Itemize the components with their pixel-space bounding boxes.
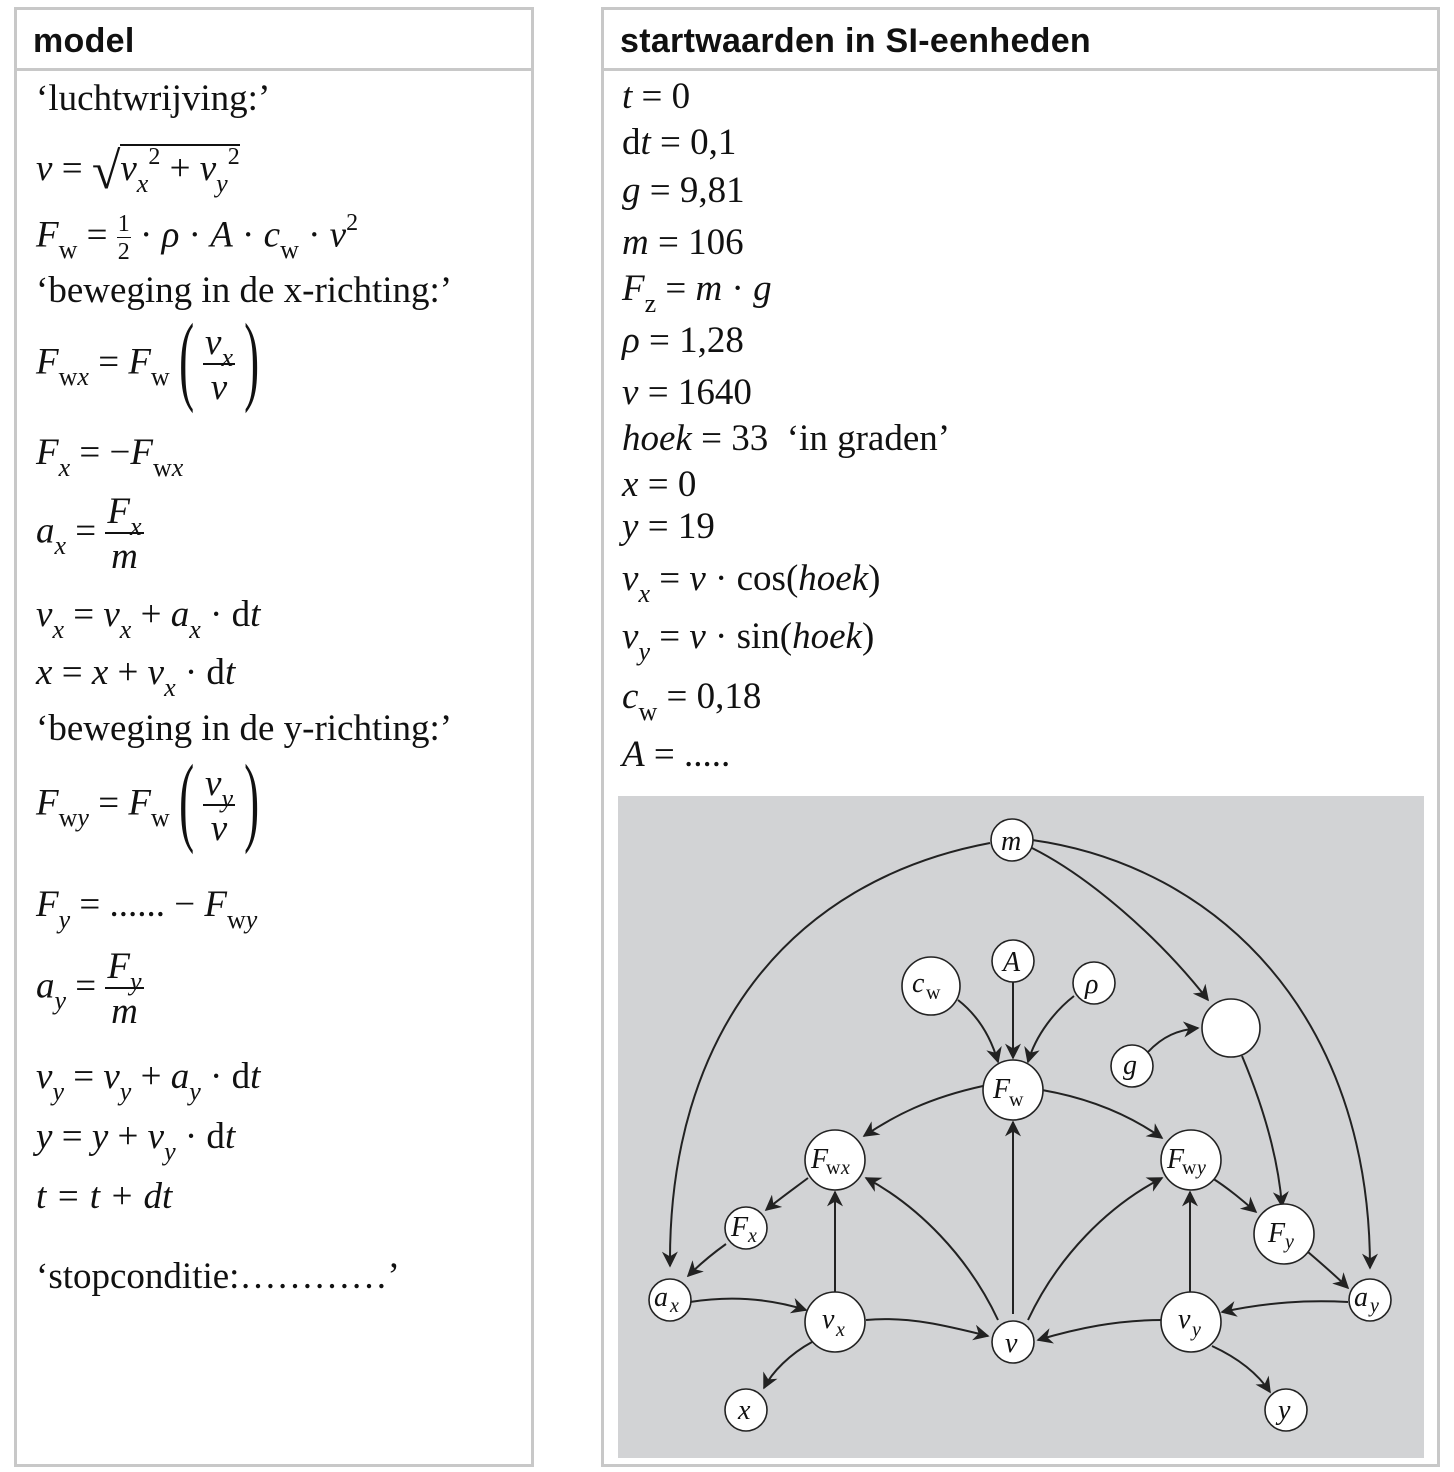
startvalues-header-label: startwaarden in SI-eenheden xyxy=(620,22,1092,60)
svg-text:v: v xyxy=(822,1304,835,1335)
edge-Fwy-Fy xyxy=(1212,1178,1256,1212)
Fy-blank: ...... xyxy=(109,884,166,925)
init-hoek-value: 33 xyxy=(731,418,769,459)
node-Fx xyxy=(725,1207,767,1249)
svg-text:F: F xyxy=(731,1212,749,1243)
edge-Fx-ax xyxy=(688,1244,726,1276)
edge-g-box xyxy=(1148,1028,1198,1052)
node-A xyxy=(992,940,1034,982)
edge-v-Fwx xyxy=(866,1178,998,1320)
node-rho xyxy=(1073,962,1115,1004)
svg-text:v: v xyxy=(1005,1328,1018,1359)
init-y-value: 19 xyxy=(677,506,715,547)
svg-text:x: x xyxy=(836,1319,845,1341)
svg-text:y: y xyxy=(1285,1231,1294,1253)
eq-Fwx: $F_{wx} = F_w$( $\frac{v_x}{v}$ ) xyxy=(36,303,260,414)
eq-y-update: $y = y + v_y$ · dt xyxy=(36,1116,236,1166)
node-cw xyxy=(902,957,960,1015)
svg-text:y: y xyxy=(1370,1295,1379,1317)
edge-Fw-Fwy xyxy=(1042,1090,1162,1138)
init-x: x = 0 xyxy=(622,464,697,505)
init-v: v = 1640 xyxy=(622,372,752,413)
node-y xyxy=(1265,1389,1307,1431)
eq-Fw: $F_w$ = $\frac{1}{2}$ · $\rho \cdot A \cdot c_w \cdot v^2$ xyxy=(36,210,359,265)
startvalues-header xyxy=(604,10,1437,71)
stop-condition: ‘stopconditie:…………’ xyxy=(36,1256,400,1297)
node-Fwx xyxy=(805,1130,865,1190)
init-vy: $v_y = v$ · sin(hoek) xyxy=(622,616,875,666)
model-header xyxy=(17,10,531,71)
edge-vx-x xyxy=(764,1342,812,1388)
edge-m-ax xyxy=(670,843,990,1266)
edge-vy-v xyxy=(1038,1320,1162,1340)
edge-Fwx-Fx xyxy=(766,1178,808,1210)
svg-text:a: a xyxy=(1354,1282,1368,1313)
node-Fy xyxy=(1254,1204,1314,1264)
relation-diagram-svg xyxy=(618,796,1424,1458)
init-cw-value: 0,18 xyxy=(696,676,762,717)
svg-text:y: y xyxy=(1278,1395,1291,1426)
node-ax xyxy=(649,1279,691,1321)
eq-ax: $a_x$ = $\frac{F_x}{m}$ xyxy=(36,491,142,577)
eq-Fy: $F_y$ = ...... − $F_{wy}$ xyxy=(36,884,258,934)
edge-ax-vx xyxy=(690,1299,806,1310)
edge-vy-y xyxy=(1212,1346,1270,1392)
init-hoek: hoek = 33 ‘in graden’ xyxy=(622,418,951,459)
svg-text:a: a xyxy=(654,1282,668,1313)
comment-x-motion: ‘beweging in de x-richting:’ xyxy=(36,270,453,311)
eq-t-update: t = t + dt xyxy=(36,1176,173,1217)
eq-Fwy: $F_{wy} = F_w$( $\frac{v_y}{v}$ ) xyxy=(36,744,260,855)
svg-text:A: A xyxy=(1003,947,1021,978)
relation-diagram xyxy=(618,796,1424,1458)
eq-Fx: $F_x = -F_{wx}$ xyxy=(36,432,184,482)
init-A-value: ..... xyxy=(683,734,731,775)
init-t: t = 0 xyxy=(622,76,691,117)
node-vy xyxy=(1161,1292,1221,1352)
init-x-value: 0 xyxy=(677,464,697,505)
svg-text:x: x xyxy=(670,1295,679,1317)
edge-vx-v xyxy=(866,1319,988,1336)
init-t-value: 0 xyxy=(671,76,691,117)
init-dt: dt = 0,1 xyxy=(622,122,737,163)
node-ay xyxy=(1349,1279,1391,1321)
edge-m-box xyxy=(1032,848,1208,1000)
edge-v-Fwy xyxy=(1028,1178,1162,1320)
node-x xyxy=(725,1389,767,1431)
init-v-value: 1640 xyxy=(677,372,752,413)
svg-text:F: F xyxy=(993,1074,1011,1105)
svg-text:g: g xyxy=(1123,1050,1137,1081)
init-rho: ρ = 1,28 xyxy=(622,320,744,361)
svg-text:m: m xyxy=(1001,826,1022,857)
svg-text:x: x xyxy=(738,1395,751,1426)
eq-vy-update: $v_y = v_y + a_y$ · dt xyxy=(36,1056,261,1106)
edge-ay-vy xyxy=(1222,1301,1348,1312)
svg-text:w: w xyxy=(926,982,941,1004)
svg-text:v: v xyxy=(1178,1304,1191,1335)
model-header-label: model xyxy=(33,22,135,60)
svg-text:F: F xyxy=(811,1144,829,1175)
eq-x-update: $x = x + v_x$ · dt xyxy=(36,652,236,702)
init-m: m = 106 xyxy=(622,222,744,263)
init-cw: $c_w = 0,18$ xyxy=(622,676,762,726)
init-vx: $v_x = v$ · cos(hoek) xyxy=(622,558,881,608)
svg-text:x: x xyxy=(748,1225,757,1247)
edge-Fw-Fwx xyxy=(864,1086,983,1136)
comment-air-friction: ‘luchtwrijving:’ xyxy=(36,78,271,119)
init-g-value: 9,81 xyxy=(679,170,745,211)
svg-text:y: y xyxy=(1192,1319,1201,1341)
init-Fz: $F_z = m \cdot g$ xyxy=(622,268,772,318)
svg-text:x: x xyxy=(841,1157,850,1179)
edge-rho-Fw xyxy=(1028,996,1074,1062)
init-A: A = ..... xyxy=(622,734,731,775)
node-m xyxy=(991,819,1033,861)
eq-vx-update: $v_x = v_x + a_x$ · dt xyxy=(36,594,261,644)
eq-v-magnitude: $v = √v_x^2 + v_y^2$ xyxy=(36,143,240,200)
comment-y-motion: ‘beweging in de y-richting:’ xyxy=(36,708,453,749)
svg-text:F: F xyxy=(1167,1144,1185,1175)
svg-text:w: w xyxy=(826,1157,841,1179)
svg-text:y: y xyxy=(1197,1157,1206,1179)
edge-m-ay xyxy=(1032,840,1370,1268)
svg-text:w: w xyxy=(1182,1157,1197,1179)
node-Fwy xyxy=(1161,1130,1221,1190)
node-vx xyxy=(805,1292,865,1352)
edge-box-Fy xyxy=(1242,1056,1282,1206)
edge-Fy-ay xyxy=(1308,1252,1348,1288)
init-rho-value: 1,28 xyxy=(679,320,744,361)
edge-cw-Fw xyxy=(958,1000,998,1062)
init-y: y = 19 xyxy=(622,506,715,547)
svg-text:c: c xyxy=(912,968,925,999)
svg-text:ρ: ρ xyxy=(1085,969,1099,1000)
init-hoek-comment: ‘in graden’ xyxy=(786,418,951,459)
init-m-value: 106 xyxy=(688,222,744,263)
node-blank xyxy=(1202,999,1260,1057)
node-v xyxy=(992,1321,1034,1363)
eq-ay: $a_y$ = $\frac{F_y}{m}$ xyxy=(36,946,142,1032)
svg-text:F: F xyxy=(1268,1218,1286,1249)
init-g: g = 9,81 xyxy=(622,170,745,211)
node-g xyxy=(1111,1045,1153,1087)
init-dt-value: 0,1 xyxy=(690,122,737,163)
svg-text:w: w xyxy=(1009,1089,1024,1111)
node-Fw xyxy=(983,1060,1043,1120)
